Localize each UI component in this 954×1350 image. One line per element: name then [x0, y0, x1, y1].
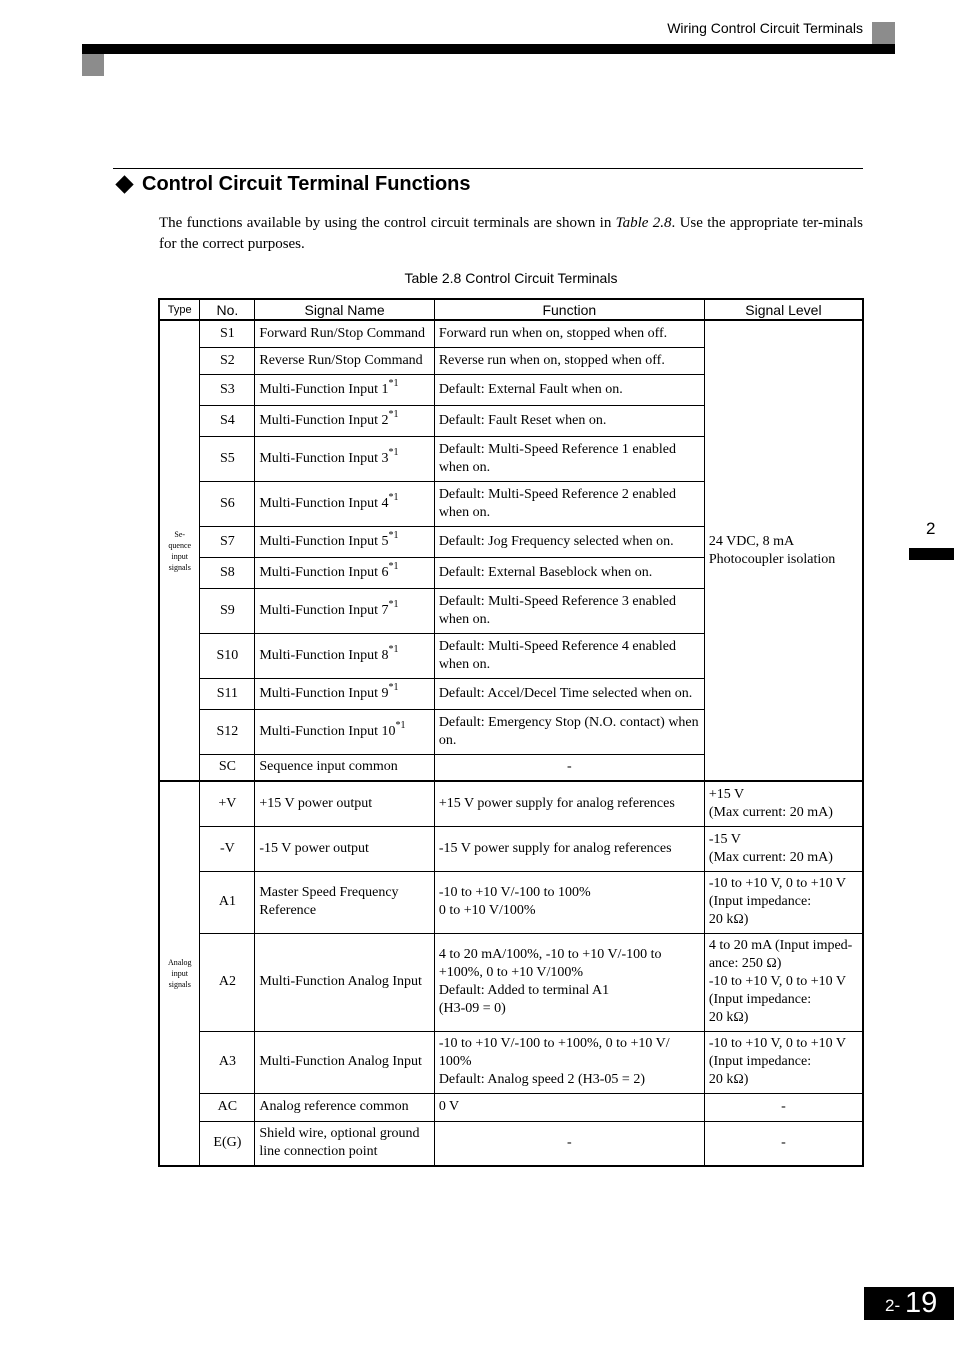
cell-line: 20 kΩ) — [708, 1072, 749, 1087]
function-description — [434, 826, 704, 871]
cell-line: 0 V — [438, 1099, 460, 1114]
signal-level — [704, 1031, 863, 1093]
signal-level — [704, 871, 863, 933]
signal-name-text: Forward Run/Stop Command — [259, 325, 426, 341]
cell-line: -10 to +10 V, 0 to +10 V — [708, 1036, 846, 1051]
table-body — [159, 320, 863, 1166]
running-header: Wiring Control Circuit Terminals — [667, 20, 863, 36]
function-description: Forward run when on, stopped when off. — [434, 320, 704, 347]
cell-line: (Input impedance: — [708, 992, 812, 1007]
footnote-marker: *1 — [388, 408, 399, 420]
header-rule — [82, 44, 895, 54]
function-description: Default: Emergency Stop (N.O. contact) when on. — [434, 709, 704, 754]
chapter-tab-number: 2 — [926, 519, 936, 538]
cell-line: 4 to 20 mA (Input imped-ance: 250 Ω) — [708, 938, 853, 971]
signal-name: +15 V power output — [255, 781, 434, 826]
section-heading — [113, 173, 471, 196]
cell-line: +15 V — [708, 786, 745, 802]
signal-name-text: Multi-Function Input 3 — [259, 450, 389, 466]
cell-line: - — [781, 1135, 786, 1151]
signal-name-text: Reverse Run/Stop Command — [259, 352, 423, 368]
table-row — [159, 781, 863, 826]
cell-line: 20 kΩ) — [708, 912, 749, 927]
function-description: Default: Jog Frequency selected when on. — [434, 526, 704, 557]
signal-level — [704, 781, 863, 826]
footnote-marker: *1 — [388, 560, 399, 572]
table-header-row — [159, 299, 863, 320]
function-description: Default: External Baseblock when on. — [434, 557, 704, 588]
terminal-number: S4 — [200, 405, 255, 436]
type-sequence-input: Se-quence input signals — [159, 320, 200, 781]
signal-name — [255, 633, 434, 678]
cell-line: -10 to +10 V, 0 to +10 V — [708, 974, 846, 989]
footnote-marker: *1 — [388, 446, 399, 458]
cell-line: +15 V power supply for analog references — [438, 795, 675, 811]
terminal-number: SC — [200, 754, 255, 781]
cell-line: Default: Added to terminal A1 — [438, 983, 610, 998]
signal-name: Analog reference common — [255, 1093, 434, 1121]
cell-line: - — [781, 1099, 786, 1114]
header-corner-block — [872, 22, 895, 44]
function-description: Default: Multi-Speed Reference 2 enabled when on. — [434, 481, 704, 526]
terminal-number: A2 — [200, 933, 255, 1031]
footnote-marker: *1 — [395, 719, 406, 731]
cell-line: (Input impedance: — [708, 1054, 812, 1069]
table-row — [159, 933, 863, 1031]
cell-line: Default: Analog speed 2 (H3-05 = 2) — [438, 1072, 645, 1087]
signal-name — [255, 374, 434, 405]
signal-name: -15 V power output — [255, 826, 434, 871]
table-row — [159, 320, 863, 347]
page-number: 19 — [905, 1287, 938, 1319]
cell-line: -15 V power supply for analog references — [438, 840, 672, 856]
cell-line: (Max current: 20 mA) — [708, 849, 833, 865]
terminal-number: -V — [200, 826, 255, 871]
signal-name-text: Multi-Function Input 10 — [259, 723, 396, 739]
section-rule — [113, 168, 863, 169]
signal-name-text: Multi-Function Input 6 — [259, 564, 389, 580]
page-prefix: 2- — [885, 1296, 901, 1315]
function-description — [434, 1093, 704, 1121]
cell-line: -10 to +10 V, 0 to +10 V — [708, 876, 846, 891]
terminal-number: S5 — [200, 436, 255, 481]
cell-line: -10 to +10 V/-100 to +100%, 0 to +10 V/ 100% — [438, 1036, 670, 1069]
terminal-number: S7 — [200, 526, 255, 557]
terminal-number: S6 — [200, 481, 255, 526]
signal-name — [255, 481, 434, 526]
terminal-number: S2 — [200, 347, 255, 374]
header-no: No. — [200, 299, 255, 320]
signal-name-text: Multi-Function Input 2 — [259, 412, 389, 428]
footnote-marker: *1 — [388, 377, 399, 389]
cell-line: -15 V — [708, 831, 741, 847]
terminal-number: S3 — [200, 374, 255, 405]
function-description: Default: Multi-Speed Reference 3 enabled when on. — [434, 588, 704, 633]
cell-line: -10 to +10 V/-100 to 100% — [438, 885, 591, 900]
type-analog-input: Analog input signals — [159, 781, 200, 1166]
signal-name: Sequence input common — [255, 754, 434, 781]
signal-level — [704, 826, 863, 871]
terminal-number: S9 — [200, 588, 255, 633]
terminal-number: AC — [200, 1093, 255, 1121]
function-description: - — [434, 754, 704, 781]
function-description: Default: Accel/Decel Time selected when on. — [434, 678, 704, 709]
signal-level-sequence: 24 VDC, 8 mA Photocoupler isolation — [704, 320, 863, 781]
signal-name — [255, 526, 434, 557]
table-row — [159, 826, 863, 871]
function-description: Default: Multi-Speed Reference 1 enabled when on. — [434, 436, 704, 481]
function-description — [434, 933, 704, 1031]
signal-level — [704, 1121, 863, 1166]
signal-name: Master Speed Frequency Reference — [255, 871, 434, 933]
function-description: Default: External Fault when on. — [434, 374, 704, 405]
terminal-number: A1 — [200, 871, 255, 933]
function-description — [434, 871, 704, 933]
table-row — [159, 871, 863, 933]
footnote-marker: *1 — [388, 529, 399, 541]
signal-name — [255, 347, 434, 374]
cell-line: 20 kΩ) — [708, 1010, 749, 1025]
terminal-number: +V — [200, 781, 255, 826]
signal-name: Multi-Function Analog Input — [255, 933, 434, 1031]
cell-line: 4 to 20 mA/100%, -10 to +10 V/-100 to +100%, 0 to +10 V/100% — [438, 947, 662, 980]
signal-name — [255, 678, 434, 709]
intro-text-start: The functions available by using the control circuit terminals are shown in — [159, 215, 616, 231]
terminal-number: S8 — [200, 557, 255, 588]
terminal-number: S12 — [200, 709, 255, 754]
signal-level — [704, 1093, 863, 1121]
signal-name-text: Multi-Function Input 1 — [259, 381, 389, 397]
signal-name — [255, 557, 434, 588]
signal-name — [255, 320, 434, 347]
footnote-marker: *1 — [388, 643, 399, 655]
header-type: Type — [159, 299, 200, 320]
signal-name — [255, 436, 434, 481]
function-description: Default: Fault Reset when on. — [434, 405, 704, 436]
footnote-marker: *1 — [388, 598, 399, 610]
table-row — [159, 1093, 863, 1121]
signal-name-text: Multi-Function Input 4 — [259, 495, 389, 511]
footnote-marker: *1 — [388, 681, 399, 693]
function-description: Default: Multi-Speed Reference 4 enabled when on. — [434, 633, 704, 678]
signal-name-text: Multi-Function Input 7 — [259, 602, 389, 618]
function-description — [434, 1121, 704, 1166]
header-function: Function — [434, 299, 704, 320]
signal-name — [255, 405, 434, 436]
terminal-number: S10 — [200, 633, 255, 678]
cell-line: (H3-09 = 0) — [438, 1001, 506, 1016]
intro-paragraph — [159, 213, 863, 255]
cell-line: (Max current: 20 mA) — [708, 804, 833, 820]
control-circuit-terminals-table — [158, 298, 864, 1167]
terminal-number: S1 — [200, 320, 255, 347]
signal-name: Shield wire, optional ground line connection point — [255, 1121, 434, 1166]
table-row — [159, 1121, 863, 1166]
signal-level — [704, 933, 863, 1031]
signal-name — [255, 588, 434, 633]
header-left-block — [82, 54, 104, 76]
cell-line: (Input impedance: — [708, 894, 812, 909]
signal-name: Multi-Function Analog Input — [255, 1031, 434, 1093]
diamond-bullet-icon — [115, 175, 133, 193]
signal-name — [255, 709, 434, 754]
section-heading-text: Control Circuit Terminal Functions — [142, 173, 471, 195]
table-caption: Table 2.8 Control Circuit Terminals — [404, 270, 618, 286]
cell-line: 0 to +10 V/100% — [438, 903, 536, 918]
function-description: Reverse run when on, stopped when off. — [434, 347, 704, 374]
page-number-box — [864, 1287, 954, 1320]
terminal-number: E(G) — [200, 1121, 255, 1166]
header-signal-level: Signal Level — [704, 299, 863, 320]
intro-text-end: . Use the appropriate ter-minals for the correct purposes. — [159, 215, 863, 252]
cell-line: - — [566, 1135, 572, 1151]
table-row — [159, 1031, 863, 1093]
chapter-tab-bar — [909, 548, 954, 560]
signal-name-text: Multi-Function Input 9 — [259, 685, 389, 701]
signal-name-text: Multi-Function Input 8 — [259, 647, 389, 663]
function-description — [434, 781, 704, 826]
header-signal-name: Signal Name — [255, 299, 434, 320]
table-reference-link: Table 2.8 — [615, 215, 672, 231]
terminal-number: A3 — [200, 1031, 255, 1093]
function-description — [434, 1031, 704, 1093]
signal-name-text: Multi-Function Input 5 — [259, 533, 389, 549]
terminal-number: S11 — [200, 678, 255, 709]
footnote-marker: *1 — [388, 491, 399, 503]
